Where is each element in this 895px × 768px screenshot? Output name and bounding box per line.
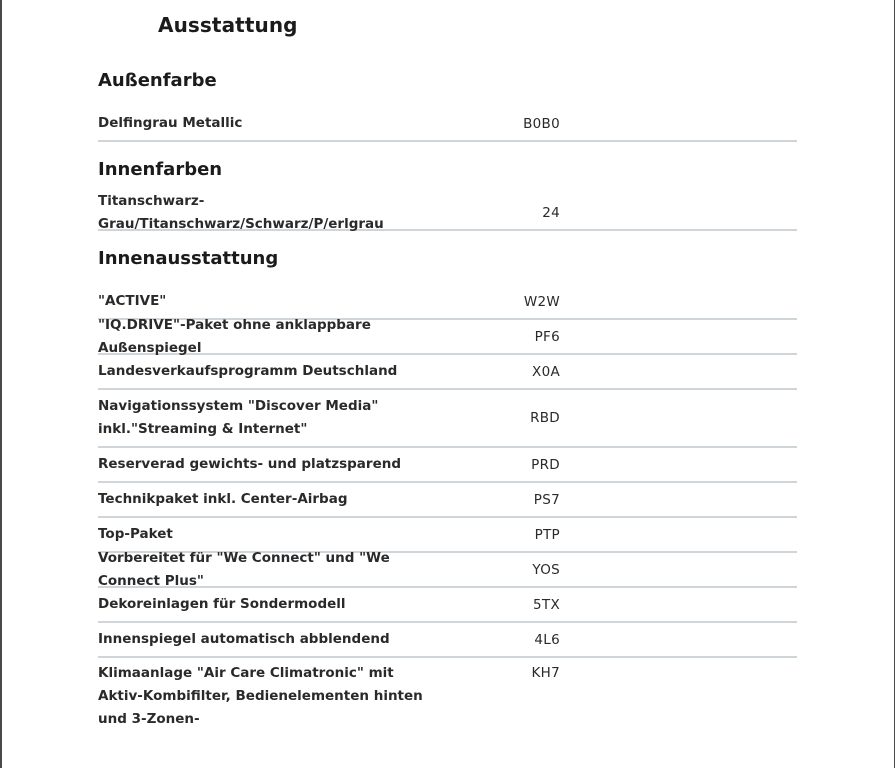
list-item	[98, 355, 797, 390]
item-label: Titanschwarz-Grau/Titanschwarz/Schwarz/P/erlgrau	[98, 192, 384, 232]
list-item	[98, 623, 797, 658]
item-code: 4L6	[534, 631, 560, 648]
item-code: RBD	[530, 410, 560, 426]
item-label: Vorbereitet für "We Connect" und "We Connect Plus"	[98, 549, 390, 589]
list-item	[98, 107, 797, 142]
item-label: Landesverkaufsprogramm Deutschland	[98, 363, 398, 379]
item-label: Innenspiegel automatisch abblendend	[98, 631, 390, 647]
list-item	[98, 658, 797, 727]
item-label: Klimaanlage "Air Care Climatronic" mit Aktiv-Kombifilter, Bedienelementen hinten und 3-Zonen-	[98, 665, 423, 727]
page-title: Ausstattung	[158, 13, 298, 37]
item-label: Technikpaket inkl. Center-Airbag	[98, 491, 348, 507]
item-code: PRD	[531, 456, 560, 473]
item-code: 24	[542, 204, 560, 221]
item-code: KH7	[531, 665, 560, 681]
list-item	[98, 316, 797, 356]
list-item	[98, 448, 797, 483]
item-code: PF6	[534, 328, 560, 345]
item-code: PS7	[533, 491, 560, 508]
section-interior-equipment	[98, 244, 797, 727]
section-heading: Außenfarbe	[98, 70, 217, 91]
item-code: W2W	[523, 293, 560, 310]
item-code: B0B0	[523, 115, 560, 132]
item-label: "IQ.DRIVE"-Paket ohne anklappbare Außenspiegel	[98, 316, 371, 356]
item-code: PTP	[534, 526, 560, 543]
item-label: "ACTIVE"	[98, 293, 167, 309]
item-label: Top-Paket	[98, 526, 173, 542]
item-label: Dekoreinlagen für Sondermodell	[98, 596, 346, 612]
item-code: 5TX	[533, 596, 560, 613]
page-frame-left-border	[0, 0, 2, 768]
item-label: Reserverad gewichts- und platzsparend	[98, 456, 402, 472]
list-item	[98, 192, 797, 232]
section-exterior-color	[98, 66, 797, 142]
list-item	[98, 549, 797, 589]
list-item	[98, 483, 797, 518]
item-label: Delfingrau Metallic	[98, 115, 243, 131]
item-code: YOS	[532, 561, 560, 578]
list-item	[98, 588, 797, 623]
section-heading: Innenausstattung	[98, 248, 279, 269]
section-interior-colors	[98, 155, 797, 231]
item-code: X0A	[532, 363, 560, 380]
equipment-list	[98, 66, 797, 731]
section-heading: Innenfarben	[98, 159, 223, 180]
item-label: Navigationssystem "Discover Media" inkl."Streaming & Internet"	[98, 398, 379, 437]
list-item	[98, 390, 797, 448]
